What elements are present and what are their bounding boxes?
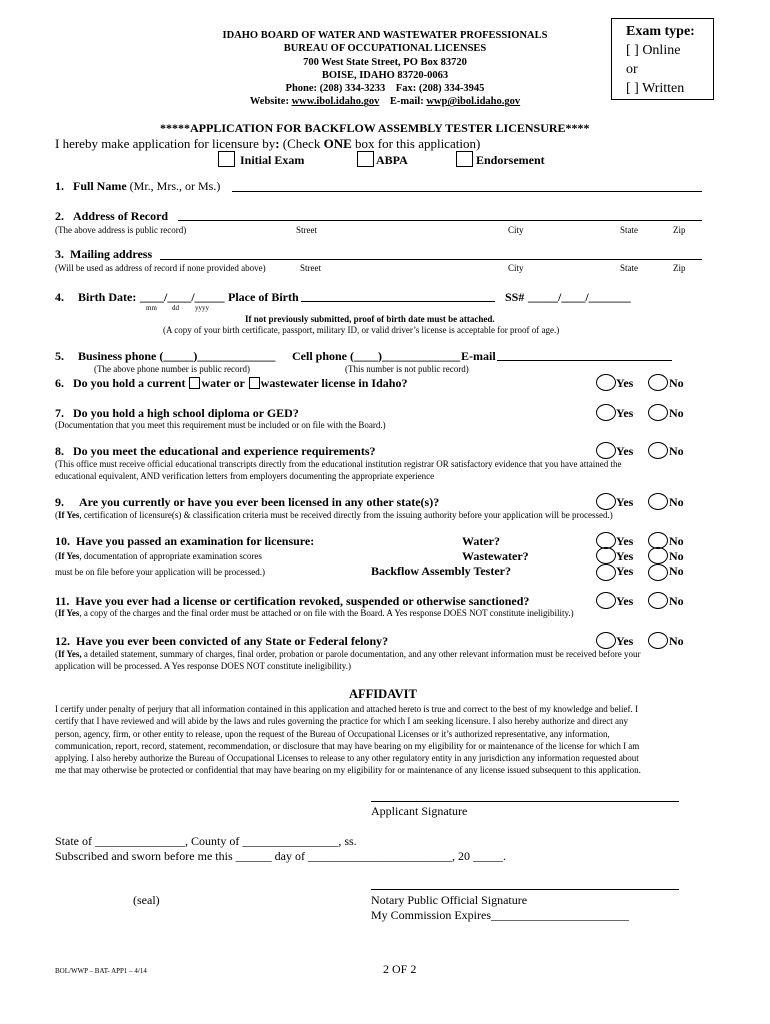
affidavit-line: me that may otherwise be protected or confidential that may have bearing on my eligibility for or maintenance of any license issued subsequent to this application. <box>55 765 641 776</box>
wastewater-license-checkbox[interactable] <box>249 377 260 389</box>
q8-yes-label: Yes <box>616 444 634 458</box>
q6-row <box>55 376 407 391</box>
email-link[interactable]: wwp@ibol.idaho.gov <box>426 96 521 108</box>
q12-yes-label: Yes <box>616 634 634 648</box>
water-license-checkbox[interactable] <box>189 377 200 389</box>
header-line-3: 700 West State Street, PO Box 83720 <box>303 56 467 68</box>
q4-dd: dd <box>172 304 179 312</box>
exam-type-or: or <box>626 62 638 77</box>
q10-note-bold: If Yes <box>58 551 80 561</box>
affidavit-text <box>55 703 641 777</box>
q10-water-yes-label: Yes <box>616 534 634 548</box>
q11-no-label: No <box>669 594 684 608</box>
q12-label: Have you ever been convicted of any State or Federal felony? <box>76 634 389 648</box>
q1-label: Full Name <box>73 179 127 193</box>
business-phone-field[interactable]: Business phone (_____)_____________ <box>78 349 276 363</box>
q12-yes-radio[interactable] <box>596 632 616 649</box>
q6-yes-radio[interactable] <box>596 374 616 391</box>
initial-exam-checkbox[interactable] <box>218 151 235 167</box>
q3-state: State <box>620 263 638 273</box>
q9-note-bold: If Yes <box>58 510 80 520</box>
header-line-1: IDAHO BOARD OF WATER AND WASTEWATER PROFESSIONALS <box>222 30 548 41</box>
header-line-2: BUREAU OF OCCUPATIONAL LICENSES <box>283 43 487 55</box>
q3-row <box>55 247 152 262</box>
q3-note: (Will be used as address of record if none provided above) <box>55 263 266 273</box>
intro-one: ONE <box>323 136 352 151</box>
q4-mm: mm <box>146 304 157 312</box>
q8-no-label: No <box>669 444 684 458</box>
q2-label: Address of Record <box>73 209 169 223</box>
q1-hint: (Mr., Mrs., or Ms.) <box>126 179 221 193</box>
q11-row <box>55 594 529 609</box>
q12-note-bold: If Yes, <box>58 649 82 659</box>
header-line-6 <box>180 95 590 108</box>
q4-label: Birth Date: <box>78 290 137 304</box>
q2-city: City <box>508 225 524 235</box>
header-line-5: Phone: (208) 334-3233 Fax: (208) 334-3945 <box>285 83 485 95</box>
full-name-field[interactable] <box>232 191 702 192</box>
subscribed-sworn-line[interactable]: Subscribed and sworn before me this ______ day of ________________________, 20 _____. <box>55 849 506 863</box>
q5-num: 5. <box>55 349 64 363</box>
q9-no-label: No <box>669 495 684 509</box>
q10-wastewater-no-radio[interactable] <box>648 547 668 564</box>
applicant-signature-label: Applicant Signature <box>371 804 468 818</box>
q7-no-radio[interactable] <box>648 404 668 421</box>
notary-signature-label: Notary Public Official Signature <box>371 893 528 907</box>
address-of-record-field[interactable] <box>178 220 702 221</box>
q10-note-text: , documentation of appropriate examination scores <box>79 551 262 561</box>
q10-backflow-yes-radio[interactable] <box>596 564 616 581</box>
affidavit-line: applying. I also hereby authorize the Bureau of Occupational Licenses to release to any other regulatory entity in any jurisdiction any information requested about <box>55 753 639 764</box>
birth-date-field[interactable]: ____/____/_____ <box>140 290 225 304</box>
ssn-field[interactable]: _____/____/_______ <box>528 290 631 304</box>
q12-num: 12. <box>55 634 70 648</box>
applicant-signature-field[interactable] <box>371 801 679 802</box>
q10-num: 10. <box>55 534 70 548</box>
q4-note1: If not previously submitted, proof of birth date must be attached. <box>245 314 495 324</box>
q3-city: City <box>508 263 524 273</box>
form-code: BOL/WWP – BAT- APP1 – 4/14 <box>55 967 147 975</box>
email-label: E-mail: <box>379 96 427 108</box>
q11-note-bold: If Yes <box>58 608 80 618</box>
q4-num: 4. <box>55 290 64 304</box>
q12-note-2: application will be processed. A Yes response DOES NOT constitute ineligibility.) <box>55 661 351 671</box>
q7-yes-radio[interactable] <box>596 404 616 421</box>
q8-yes-radio[interactable] <box>596 442 616 459</box>
q11-yes-label: Yes <box>616 594 634 608</box>
q9-yes-label: Yes <box>616 495 634 509</box>
q4-note2: (A copy of your birth certificate, passport, military ID, or valid driver’s license is acceptable for proof of age.) <box>163 325 560 335</box>
intro-check: (Check <box>279 136 324 151</box>
intro-post: box for this application) <box>351 136 481 151</box>
q5-note-business: (The above phone number is public record) <box>94 364 250 374</box>
website-label: Website: <box>249 96 292 108</box>
q2-num: 2. <box>55 209 64 223</box>
endorsement-checkbox[interactable] <box>456 151 473 167</box>
q11-label: Have you ever had a license or certification revoked, suspended or otherwise sanctioned? <box>75 594 530 608</box>
q6-post: wastewater license in Idaho? <box>260 376 408 390</box>
q1-num: 1. <box>55 179 64 193</box>
q7-label: Do you hold a high school diploma or GED? <box>73 406 299 420</box>
q6-no-radio[interactable] <box>648 374 668 391</box>
q11-no-radio[interactable] <box>648 592 668 609</box>
q4-yyyy: yyyy <box>195 304 209 312</box>
q5-email-label: E-mail <box>461 349 496 363</box>
q2-street: Street <box>296 225 317 235</box>
state-county-line[interactable]: State of _______________, County of ________________, ss. <box>55 834 357 848</box>
q9-no-radio[interactable] <box>648 493 668 510</box>
q12-no-radio[interactable] <box>648 632 668 649</box>
q10-row <box>55 534 314 549</box>
q8-num: 8. <box>55 444 64 458</box>
q12-note-1: (If Yes, a detailed statement, summary of charges, final order, probation or parole documentation, and any other relevant information must be received before your <box>55 649 641 659</box>
initial-exam-label: Initial Exam <box>240 153 305 167</box>
agency-header <box>180 29 590 109</box>
q8-note-2: educational equivalent, AND verification letters from employers documenting the appropriate experience <box>55 471 435 481</box>
q11-yes-radio[interactable] <box>596 592 616 609</box>
q7-no-label: No <box>669 406 684 420</box>
q8-no-radio[interactable] <box>648 442 668 459</box>
q9-note: (If Yes, certification of licensure(s) & classification criteria must be received directly from the issuing authority before your application will be processed.) <box>55 510 613 520</box>
mailing-address-field[interactable] <box>160 259 702 260</box>
q10-backflow-yes-label: Yes <box>616 564 634 578</box>
place-of-birth-field[interactable] <box>301 301 495 302</box>
q10-backflow-no-label: No <box>669 564 684 578</box>
website-link[interactable]: www.ibol.idaho.gov <box>291 96 380 108</box>
affidavit-line: I certify under penalty of perjury that all information contained in this application and attached hereto is true and correct to the best of my knowledge and belief. I <box>55 704 639 714</box>
q2-state: State <box>620 225 638 235</box>
q7-note: (Documentation that you meet this requirement must be included or on file with the Board.) <box>55 420 386 430</box>
exam-type-title: Exam type: <box>626 24 695 39</box>
intro-pre: I hereby make application for licensure by <box>55 136 276 151</box>
q10-wastewater-yes-radio[interactable] <box>596 547 616 564</box>
q6-water: water or <box>201 376 248 390</box>
q7-num: 7. <box>55 406 64 420</box>
exam-type-written[interactable]: [ ] Written <box>626 81 685 96</box>
q3-num: 3. <box>55 247 64 261</box>
q2-zip: Zip <box>673 225 686 235</box>
form-title: *****APPLICATION FOR BACKFLOW ASSEMBLY TESTER LICENSURE**** <box>160 121 590 135</box>
affidavit-line: certify that I have reviewed and will abide by the laws and rules governing the practice for which I am seeking licensure. I also hereby authorize and direct any <box>55 716 629 727</box>
q11-num: 11. <box>55 594 70 608</box>
q10-backflow-no-radio[interactable] <box>648 564 668 581</box>
q10-wastewater-label: Wastewater? <box>462 549 529 563</box>
exam-type-online[interactable]: [ ] Online <box>626 43 681 58</box>
q9-note-text: , certification of licensure(s) & classification criteria must be received directly from the issuing authority before your application will be processed.) <box>79 510 613 520</box>
q9-row <box>55 495 439 510</box>
exam-type-box <box>611 18 714 100</box>
q10-backflow-label: Backflow Assembly Tester? <box>371 564 512 578</box>
endorsement-label: Endorsement <box>476 153 545 167</box>
q4-ss: SS# <box>505 290 525 304</box>
q10-water-no-label: No <box>669 534 684 548</box>
q10-wastewater-no-label: No <box>669 549 684 563</box>
q12-row <box>55 634 388 649</box>
q8-note-1: (This office must receive official educational transcripts directly from the educational institution registrar OR satisfactory evidence that you have attained the <box>55 459 622 469</box>
q11-note: (If Yes, a copy of the charges and the final order must be attached or on file with the Board. A Yes response DOES NOT constitute ineligibility.) <box>55 608 574 618</box>
q10-label: Have you passed an examination for licensure: <box>76 534 315 548</box>
q10-note-2: must be on file before your application will be processed.) <box>55 567 265 577</box>
commission-expires-field[interactable]: My Commission Expires_______________________ <box>371 908 630 922</box>
affidavit-line: person, agency, firm, or other entity to release, upon the request of the Bureau of Occupational Licenses or it’s authorized representative, any information, <box>55 728 610 739</box>
q10-water-label: Water? <box>462 534 500 548</box>
seal-label: (seal) <box>133 893 160 907</box>
email-field[interactable] <box>497 360 672 361</box>
intro-colon: : <box>275 136 280 151</box>
q2-row <box>55 209 168 224</box>
q6-pre: Do you hold a current <box>73 376 189 390</box>
cell-phone-field[interactable]: Cell phone (____)_____________ <box>292 349 460 363</box>
q6-no-label: No <box>669 376 684 390</box>
abpa-checkbox[interactable] <box>357 151 374 167</box>
q9-num: 9. <box>55 495 64 509</box>
q7-yes-label: Yes <box>616 406 634 420</box>
q8-label: Do you meet the educational and experience requirements? <box>73 444 376 458</box>
q7-row <box>55 406 299 421</box>
q11-note-text: , a copy of the charges and the final order must be attached or on file with the Board. A Yes response DOES NOT constitute ineligibility.) <box>79 608 574 618</box>
q12-note-text: a detailed statement, summary of charges, final order, probation or parole documentation, and any other relevant information must be received before your <box>81 649 641 659</box>
abpa-label: ABPA <box>376 153 408 167</box>
q2-note: (The above address is public record) <box>55 225 187 235</box>
q4-place: Place of Birth <box>228 290 299 304</box>
header-line-4: BOISE, IDAHO 83720-0063 <box>321 69 449 81</box>
q9-yes-radio[interactable] <box>596 493 616 510</box>
affidavit-line: communication, report, record, statement, recommendation, or disclosure that may have bearing on my eligibility for or maintenance of the license for which I am <box>55 740 640 751</box>
intro-text <box>55 136 480 152</box>
q3-zip: Zip <box>673 263 686 273</box>
q3-street: Street <box>300 263 321 273</box>
page-number: 2 OF 2 <box>383 962 417 976</box>
q8-row <box>55 444 376 459</box>
q10-note-1: (If Yes, documentation of appropriate examination scores <box>55 551 262 561</box>
q6-num: 6. <box>55 376 64 390</box>
q6-yes-label: Yes <box>616 376 634 390</box>
q3-label: Mailing address <box>70 247 153 261</box>
q10-wastewater-yes-label: Yes <box>616 549 634 563</box>
q5-note-cell: (This number is not public record) <box>345 364 469 374</box>
q9-label: Are you currently or have you ever been licensed in any other state(s)? <box>79 495 440 509</box>
notary-signature-field[interactable] <box>371 889 679 890</box>
affidavit-title: AFFIDAVIT <box>349 687 417 701</box>
q1-row <box>55 179 220 194</box>
q12-no-label: No <box>669 634 684 648</box>
